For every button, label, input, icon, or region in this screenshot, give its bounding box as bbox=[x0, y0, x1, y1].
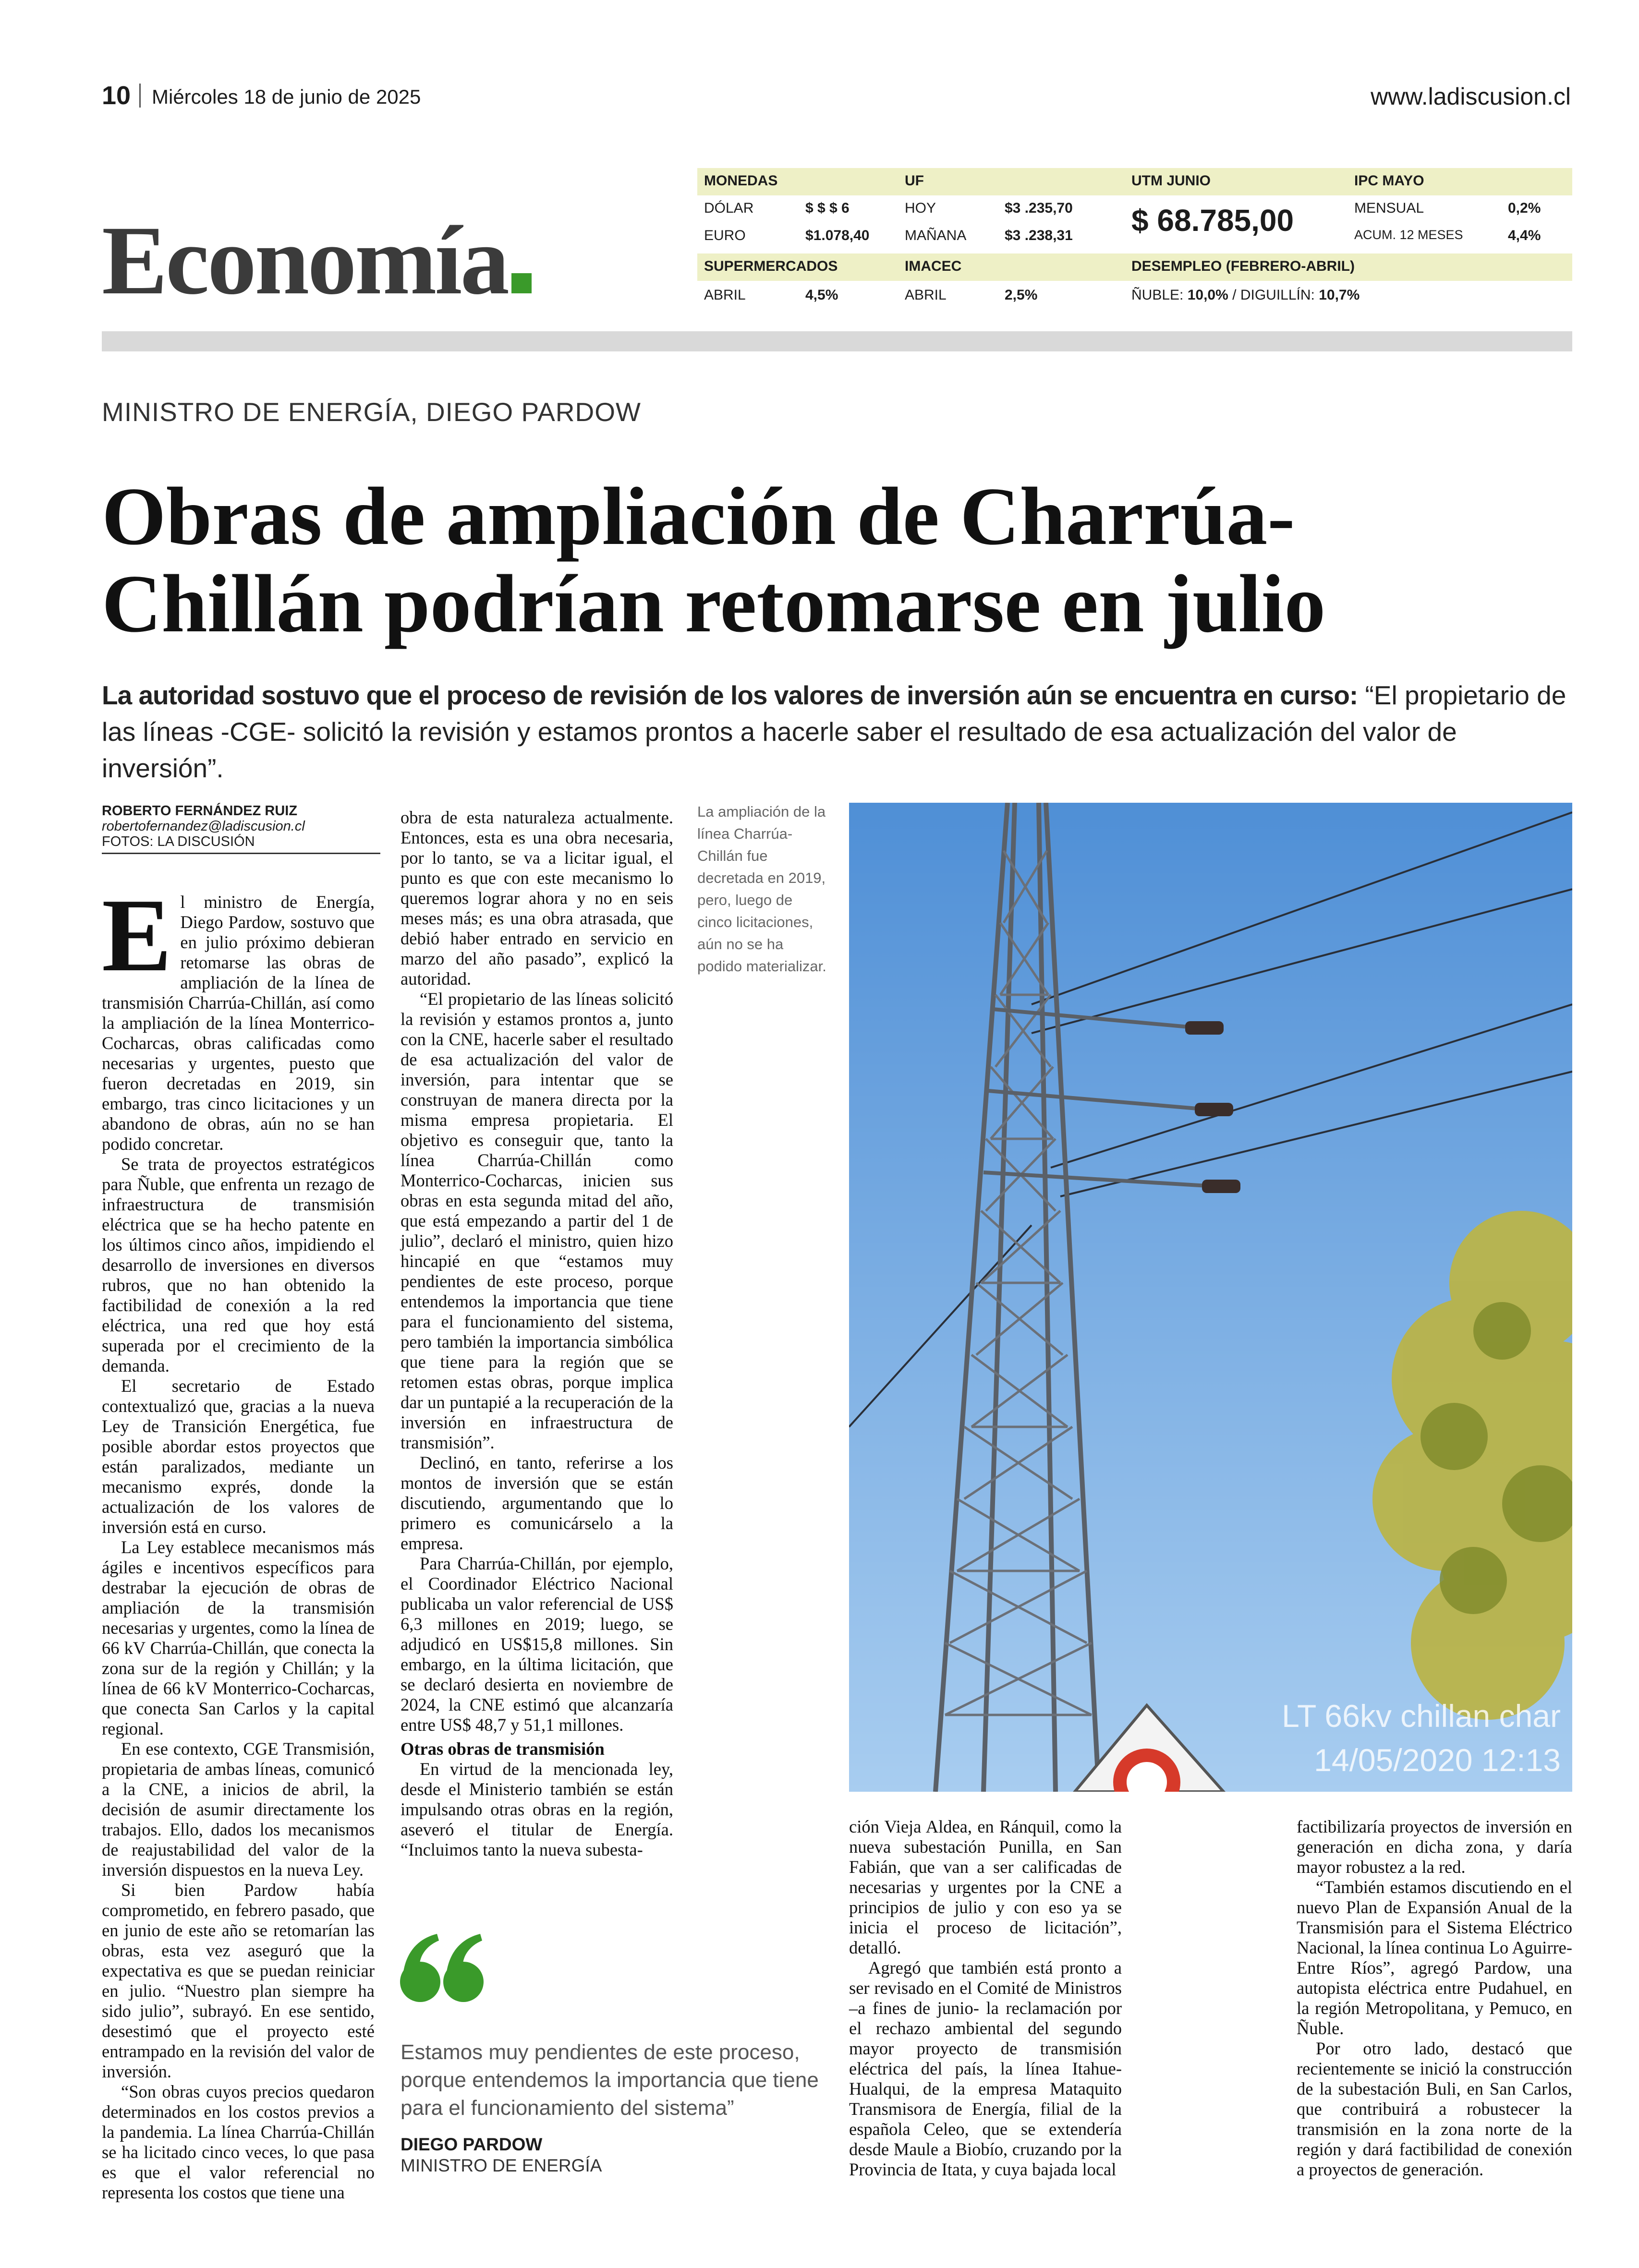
paragraph: factibilizaría proyectos de inversión en generación en dicha zona, y daría mayor robustez a la red. bbox=[1297, 1817, 1572, 1877]
headline-line-1: Obras de ampliación de Charrúa- bbox=[102, 471, 1295, 562]
article-subhead: Otras obras de transmisión bbox=[401, 1739, 605, 1759]
desempleo-label: DESEMPLEO (FEBRERO-ABRIL) bbox=[1131, 258, 1355, 274]
article-lead bbox=[102, 677, 1572, 786]
desempleo-values bbox=[1131, 287, 1360, 303]
paragraph: Se trata de proyectos estratégicos para Ñuble, que enfrenta un rezago de infraestructura de transmisión eléctrica que se ha hecho patente en los últimos cinco años, impidiendo el desarrollo de inversiones en diversos rubros, que no han obtenido la factibilidad de conexión a la red eléctrica, una red que hoy está superada por el crecimiento de la demanda. bbox=[102, 1154, 375, 1375]
quote-marks-icon bbox=[399, 1929, 485, 2006]
monedas-label: MONEDAS bbox=[704, 173, 778, 189]
paragraph: Para Charrúa-Chillán, por ejemplo, el Coordinador Eléctrico Nacional publicaba un valor referencial de US$ 6,3 millones en 2019; luego, se adjudicó en US$15,8 millones. Sin embargo, en la última licitación, que se declaró desierta en noviembre de 2024, la CNE estimó que alcanzaría entre US$ 48,7 y 51,1 millones. bbox=[401, 1554, 673, 1735]
photo-timestamp-label: LT 66kv chillan char bbox=[1282, 1698, 1561, 1734]
paragraph: Agregó que también está pronto a ser revisado en el Comité de Ministros –a fines de junio- la reclamación por el rechazo ambiental del segundo mayor proyecto de transmisión eléctrica del país, la línea Itahue-Hualqui, de la empresa Mataquito Transmisora de Energía, filial de la española Celeo, que se extendería desde Maule a Biobío, cruzando por la Provincia de Itata, y cuya bajada local bbox=[849, 1958, 1122, 2179]
paragraph: Declinó, en tanto, referirse a los montos de inversión que se están discutiendo, argumentando que lo primero es comunicárselo a la empresa. bbox=[401, 1453, 673, 1553]
indicators-row-abril bbox=[697, 282, 1572, 310]
diguillin-label: DIGUILLÍN: bbox=[1240, 287, 1315, 303]
paragraph bbox=[102, 878, 375, 1154]
paragraph: Por otro lado, destacó que recientemente se inició la construcción de la subestación Buli, en San Carlos, que contribuirá a robustecer la transmisión en la zona norte de la región y dará factibilidad de conexión a proyectos de generación. bbox=[1297, 2039, 1572, 2179]
byline-photo-credit: FOTOS: LA DISCUSIÓN bbox=[102, 834, 255, 849]
ipc-mensual-label: MENSUAL bbox=[1354, 200, 1424, 216]
article-kicker: MINISTRO DE ENERGÍA, DIEGO PARDOW bbox=[102, 397, 641, 427]
article-column-3 bbox=[849, 1817, 1122, 2180]
paragraph: “El propietario de las líneas solicitó la revisión y estamos prontos a, junto con la CNE, hacerle saber el resultado de esa actualización del valor de inversión, para intentar que se construyan de manera directa por la misma empresa propietaria. El objetivo es conseguir que, tanto la línea Charrúa-Chillán como Monterrico-Cocharcas, inicien sus obras en esta segunda mitad del año, que está empezando a partir del 1 de julio”, declaró el ministro, quien hizo hincapié en que “estamos muy pendientes de este proceso, porque entendemos la importancia que tiene para el funcionamiento del sistema, pero también la importancia simbólica que tiene para la región que se retomen estas obras, porque implica dar un puntapié a la recuperación de la inversión en infraestructura de transmisión”. bbox=[401, 989, 673, 1452]
indicators-header-row-2a bbox=[697, 253, 1131, 281]
uf-hoy-label: HOY bbox=[905, 200, 936, 216]
supermercados-label: SUPERMERCADOS bbox=[704, 258, 838, 274]
paragraph: La Ley establece mecanismos más ágiles e incentivos específicos para destrabar la ejecución de obras de ampliación de la transmisión necesarias y urgentes, como la línea de 66 kV Charrúa-Chillán, que conecta la zona sur de la región y Chillán; y la línea de 66 kV Monterrico-Cocharcas, que conecta San Carlos y la capital regional. bbox=[102, 1537, 375, 1738]
paragraph: En virtud de la mencionada ley, desde el Ministerio también se están impulsando otras obras en la región, aseveró el titular de Energía. “Incluimos tanto la nueva subesta- bbox=[401, 1759, 673, 1859]
ipc-label: IPC MAYO bbox=[1354, 173, 1424, 189]
byline-rule bbox=[102, 853, 380, 854]
article-column-4 bbox=[1297, 1817, 1572, 2180]
indicators-header-row-1 bbox=[697, 168, 1572, 195]
euro-value: $1.078,40 bbox=[805, 228, 870, 243]
paragraph-text: l ministro de Energía, Diego Pardow, sostuvo que en julio próximo debieran retomarse las obras de ampliación de la línea de transmisión Charrúa-Chillán, así como la ampliación de la línea Monterrico-Cocharcas, obras calificadas como necesarias y urgentes, puesto que fueron decretadas en 2019, sin embargo, tras cinco licitaciones y un abandono de obras, aún no se han podido concretar. bbox=[102, 892, 375, 1154]
lead-bold: La autoridad sostuvo que el proceso de revisión de los valores de inversión aún se encuentra en curso: bbox=[102, 680, 1358, 710]
pull-quote-author: DIEGO PARDOW bbox=[401, 2135, 543, 2154]
uf-hoy-value: $3 .235,70 bbox=[1005, 200, 1073, 216]
drop-cap: E bbox=[102, 878, 172, 993]
section-divider-bar bbox=[102, 331, 1572, 351]
paragraph: En ese contexto, CGE Transmisión, propietaria de ambas líneas, comunicó a la CNE, a inicios de abril, la decisión de asumir directamente los trabajos. Ello, dados los mecanismos de reajustabilidad del valor de la inversión dispuestos en la nueva Ley. bbox=[102, 1739, 375, 1880]
supermercados-value: 4,5% bbox=[805, 287, 838, 303]
imacec-month: ABRIL bbox=[905, 287, 947, 303]
ipc-acum-label: ACUM. 12 MESES bbox=[1354, 228, 1463, 242]
utm-value: $ 68.785,00 bbox=[1131, 203, 1294, 238]
tower-illustration bbox=[849, 803, 1572, 1792]
section-title-text: Economía bbox=[102, 206, 508, 315]
byline-email[interactable]: robertofernandez@ladiscusion.cl bbox=[102, 819, 305, 834]
uf-label: UF bbox=[905, 173, 924, 189]
nuble-value: 10,0% bbox=[1187, 287, 1228, 303]
pull-quote-author-role: MINISTRO DE ENERGÍA bbox=[401, 2156, 602, 2175]
paragraph: “Son obras cuyos precios quedaron determinados en los costos previos a la pandemia. La línea Charrúa-Chillán se ha licitado cinco veces, lo que pasa es que el valor referencial no representa los costos que tiene una bbox=[102, 2082, 375, 2202]
paragraph: El secretario de Estado contextualizó que, gracias a la nueva Ley de Transición Energética, fue posible abordar estos proyectos que están paralizados, mediante un mecanismo exprés, donde la actualización de los valores de inversión está en curso. bbox=[102, 1376, 375, 1537]
desempleo-separator: / bbox=[1232, 287, 1237, 303]
imacec-label: IMACEC bbox=[905, 258, 962, 274]
page-date: Miércoles 18 de junio de 2025 bbox=[152, 85, 421, 108]
ipc-acum-value: 4,4% bbox=[1508, 228, 1541, 243]
paragraph: “También estamos discutiendo en el nuevo Plan de Expansión Anual de la Transmisión para el Sistema Eléctrico Nacional, la línea continua Lo Aguirre-Entre Ríos”, agregó Pardow, una autopista eléctrica entre Pudahuel, en la región Metropolitana, y Pemuco, en Ñuble. bbox=[1297, 1877, 1572, 2038]
transmission-tower-photo bbox=[849, 803, 1572, 1792]
photo-caption: La ampliación de la línea Charrúa-Chillán fue decretada en 2019, pero, luego de cinco licitaciones, aún no se ha podido materializar. bbox=[697, 803, 826, 975]
article-column-1 bbox=[102, 878, 375, 2203]
dolar-label: DÓLAR bbox=[704, 200, 754, 216]
paragraph: ción Vieja Aldea, en Ránquil, como la nueva subestación Punilla, en San Fabián, que van a ser calificadas de necesarias y urgentes por la CNE a principios de julio y con eso ya se inicia el proceso de licitación”, detalló. bbox=[849, 1817, 1122, 1957]
ipc-mensual-value: 0,2% bbox=[1508, 200, 1541, 216]
paragraph: obra de esta naturaleza actualmente. Entonces, esta es una obra necesaria, por lo tanto, se va a licitar igual, el punto es que con este mecanismo lo queremos lograr ahora y no en seis meses más; es una obra atrasada, que debió haber entrado en servicio en marzo del año pasado”, explicó la autoridad. bbox=[401, 808, 673, 989]
utm-label: UTM JUNIO bbox=[1131, 173, 1211, 189]
uf-manana-value: $3 .238,31 bbox=[1005, 228, 1073, 243]
dolar-value: $ $ $ 6 bbox=[805, 200, 850, 216]
nuble-label: ÑUBLE: bbox=[1131, 287, 1184, 303]
paragraph: Si bien Pardow había comprometido, en febrero pasado, que en junio de este año se retomarían las obras, esta vez aseguró que la expectativa es que se puedan reiniciar en julio. “Nuestro plan siempre ha sido julio”, subrayó. En ese sentido, desestimó que el proyecto esté entrampado en la revisión del valor de inversión. bbox=[102, 1880, 375, 2081]
page-number: 10 bbox=[102, 81, 131, 110]
website-url[interactable]: www.ladiscusion.cl bbox=[1371, 83, 1571, 110]
headline-line-2: Chillán podrían retomarse en julio bbox=[102, 558, 1326, 650]
photo-timestamp-date: 14/05/2020 12:13 bbox=[1314, 1742, 1561, 1778]
section-title bbox=[102, 206, 532, 315]
pull-quote-text: Estamos muy pendientes de este proceso, porque entendemos la importancia que tiene para el funcionamiento del sistema” bbox=[401, 2040, 819, 2120]
supermercados-month: ABRIL bbox=[704, 287, 746, 303]
uf-manana-label: MAÑANA bbox=[905, 228, 967, 243]
euro-label: EURO bbox=[704, 228, 746, 243]
byline-author: ROBERTO FERNÁNDEZ RUIZ bbox=[102, 803, 298, 819]
indicators-header-row-2b bbox=[1131, 253, 1572, 281]
diguillin-value: 10,7% bbox=[1319, 287, 1360, 303]
lead-text: “El propietario de las líneas -CGE- solicitó la revisión y estamos prontos a hacerle saber el resultado de esa actualización del valor de inversión”. bbox=[102, 680, 1566, 783]
section-accent-dot bbox=[511, 273, 532, 293]
header-divider bbox=[139, 84, 141, 108]
article-column-2 bbox=[401, 808, 673, 1860]
imacec-value: 2,5% bbox=[1005, 287, 1038, 303]
